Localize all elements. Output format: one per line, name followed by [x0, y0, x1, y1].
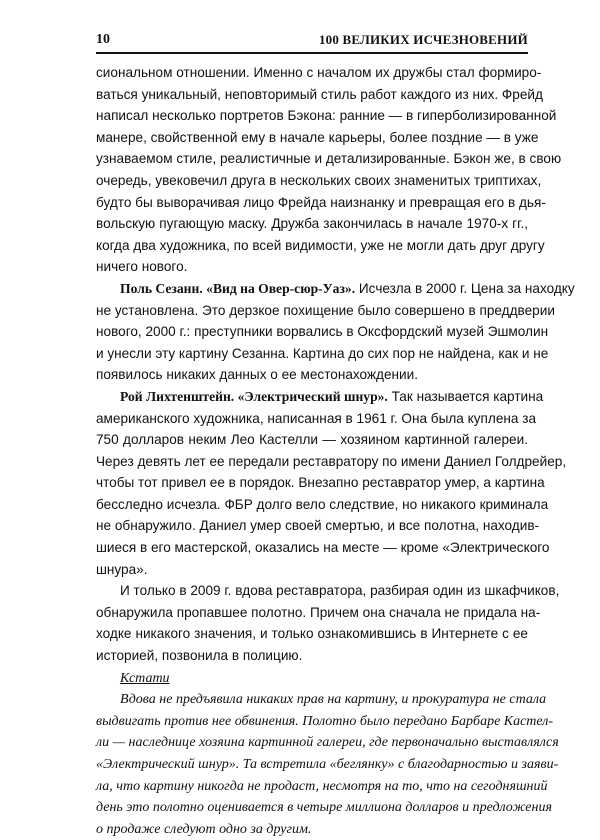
note-box [96, 667, 559, 840]
text-line [96, 278, 575, 300]
text-line: сиональном отношении. Именно с началом их дружбы стал формиро- [96, 65, 542, 80]
paragraph-lichtenstein [96, 386, 567, 580]
text-line: нового, 2000 г.: преступники ворвались в Оксфордский музей Эшмолин [96, 324, 549, 340]
running-title: 100 ВЕЛИКИХ ИСЧЕЗНОВЕНИЙ [318, 32, 528, 47]
text-line: очередь, увековечил друга в нескольких своих знаменитых триптихах, [96, 172, 542, 188]
text-line: не установлена. Это дерзкое похищение было совершено в преддверии [96, 302, 555, 318]
text-line: И только в 2009 г. вдова реставратора, разбирая один из шкафчиков, [120, 583, 560, 599]
text-line: чтобы тот привел ее в порядок. Внезапно реставратор умер, а картина [96, 475, 545, 491]
page-header [96, 30, 528, 54]
paragraph-bacon-freud [96, 62, 562, 278]
text-line: американского художника, написанная в 1961 г. Она была куплена за [96, 410, 537, 426]
paragraph-cezanne [96, 278, 575, 386]
text-line: шиеся в его мастерской, оказались на месте — кроме «Электрического [96, 540, 550, 556]
text-line: шнура». [96, 561, 148, 577]
text-line: ходке никакого значения, и только ознакомившись в Интернете с ее [96, 626, 528, 642]
note-line: день это полотно оценивается в четыре миллиона долларов и предложения [96, 800, 552, 816]
text-line: ничего нового. [96, 259, 188, 275]
note-heading: Кстати [120, 670, 170, 686]
entry-text: Так называется картина [387, 388, 544, 404]
text-line: не обнаружило. Даниел умер своей смертью, и все полотна, находив- [96, 518, 540, 534]
note-line: выдвигать против нее обвинения. Полотно было передано Барбаре Кастел- [96, 713, 554, 729]
note-line: «Электрический шнур». Та встретила «беглянку» с благодарностью и заяви- [96, 757, 559, 772]
text-line: бесследно исчезла. ФБР долго вело следствие, но никакого криминала [96, 496, 549, 512]
entry-text: Исчезла в 2000 г. Цена за находку [355, 280, 575, 296]
note-heading-line [96, 667, 528, 690]
text-line: вольскую пугающую маску. Дружба закончилась в начале 1970-х гг., [96, 216, 528, 232]
text-line [96, 386, 544, 408]
text-line: обнаружила пропавшее полотно. Причем она сначала не придала на- [96, 604, 541, 620]
entry-title-lichtenstein: Рой Лихтенштейн. «Электрический шнур». [120, 388, 388, 404]
text-line: 750 долларов неким Лео Кастелли — хозяином картинной галереи. [96, 432, 528, 448]
text-line: манере, свойственной ему в начале карьеры, более поздние — в уже [96, 129, 539, 145]
text-line: написал несколько портретов Бэкона: ранние — в гиперболизированной [96, 108, 557, 124]
text-line: и унесли эту картину Сезанна. Картина до сих пор не найдена, как и не [96, 345, 549, 361]
note-line: о продаже следуют одно за другим. [96, 821, 312, 837]
note-line: ла, что картину никогда не продаст, несмотря на то, что на сегодняшний [96, 778, 548, 794]
text-line: узнаваемом стиле, реалистичные и детализированные. Бэкон же, в свою [96, 151, 562, 167]
text-line: Через девять лет ее передали реставратору по имени Даниел Голдрейер, [96, 453, 567, 469]
text-line: появилось никаких данных о ее местонахождении. [96, 367, 419, 383]
page-number: 10 [96, 32, 110, 47]
paragraph-widow [96, 580, 560, 666]
note-line: ли — наследнице хозяина картинной галереи, где первоначально выставлялся [96, 735, 559, 751]
entry-title-cezanne: Поль Сезанн. «Вид на Овер-сюр-Уаз». [120, 280, 356, 296]
text-line: когда два художника, по всей видимости, уже не могли дать друг другу [96, 237, 545, 253]
note-line: Вдова не предъявила никаких прав на картину, и прокуратура не стала [120, 692, 547, 708]
page-body [96, 62, 575, 840]
text-line: будто бы выворачивая лицо Фрейда наизнанку и превращая его в дья- [96, 194, 546, 210]
text-line: ваться уникальный, неповторимый стиль работ каждого из них. Фрейд [96, 86, 543, 102]
text-line: историей, позвонила в полицию. [96, 648, 303, 664]
